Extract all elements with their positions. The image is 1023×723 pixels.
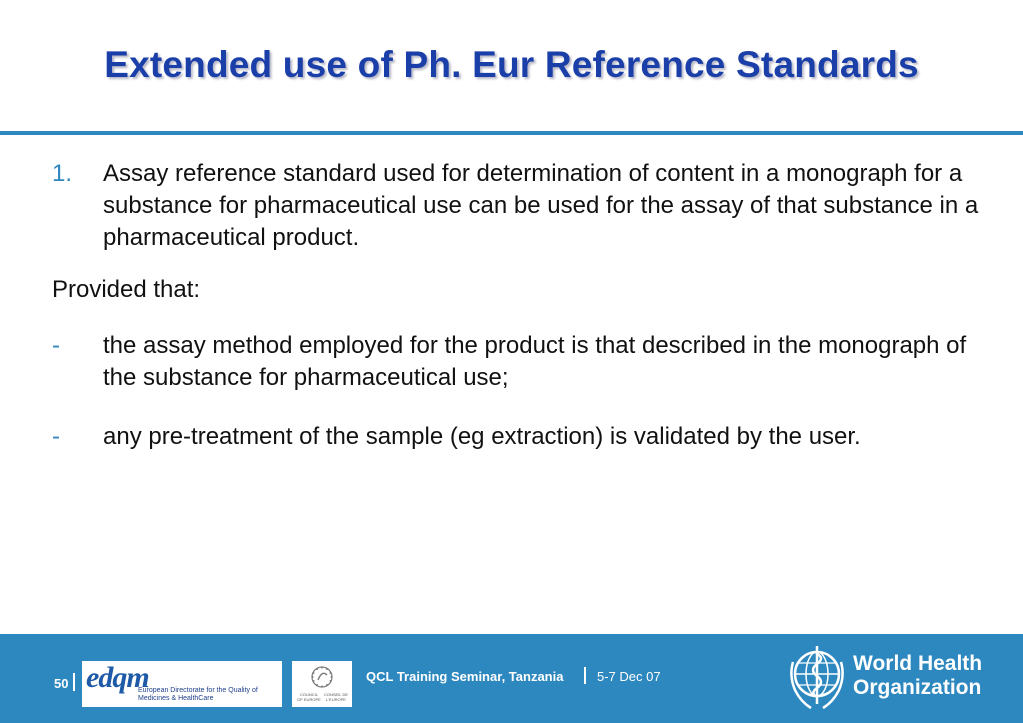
dash-marker: - — [52, 423, 60, 450]
page-number: 50 — [54, 676, 69, 691]
who-wordmark — [853, 652, 983, 700]
who-name-line-2: Organization — [853, 676, 982, 699]
coe-stars-icon — [301, 664, 343, 690]
seminar-title: QCL Training Seminar, Tanzania — [366, 669, 564, 684]
edqm-wordmark: edqm — [86, 661, 149, 694]
slide-body — [52, 156, 982, 453]
item-text: Assay reference standard used for determination of content in a monograph for a substance for pharmaceutical use can be used for the assay of that substance in a pharmaceutical product. — [103, 160, 979, 251]
edqm-caption: European Directorate for the Quality of Medicines & HealthCare — [138, 687, 258, 702]
title-divider — [0, 131, 1023, 135]
footer-separator — [73, 673, 75, 691]
dash-marker: - — [52, 332, 60, 359]
footer-separator — [584, 667, 586, 684]
seminar-dates: 5-7 Dec 07 — [597, 669, 661, 684]
item-text: the assay method employed for the product is that described in the monograph of the substance for pharmaceutical use; — [103, 332, 967, 391]
list-number: 1. — [52, 160, 73, 187]
who-name-line-1: World Health — [853, 652, 983, 675]
coe-caption-en: COUNCIL OF EUROPE — [297, 692, 321, 702]
coe-caption-fr: CONSEIL DE L'EUROPE — [323, 692, 349, 702]
dash-item-1 — [52, 330, 982, 394]
provided-that-label: Provided that: — [52, 276, 201, 303]
who-emblem-icon — [787, 640, 847, 714]
council-of-europe-logo — [292, 661, 352, 707]
item-text: any pre-treatment of the sample (eg extraction) is validated by the user. — [103, 423, 861, 450]
slide-title: Extended use of Ph. Eur Reference Standards — [104, 44, 919, 85]
footer-bar — [0, 634, 1023, 723]
edqm-logo — [82, 661, 282, 707]
dash-item-2 — [52, 421, 982, 453]
numbered-item-1 — [52, 158, 982, 254]
